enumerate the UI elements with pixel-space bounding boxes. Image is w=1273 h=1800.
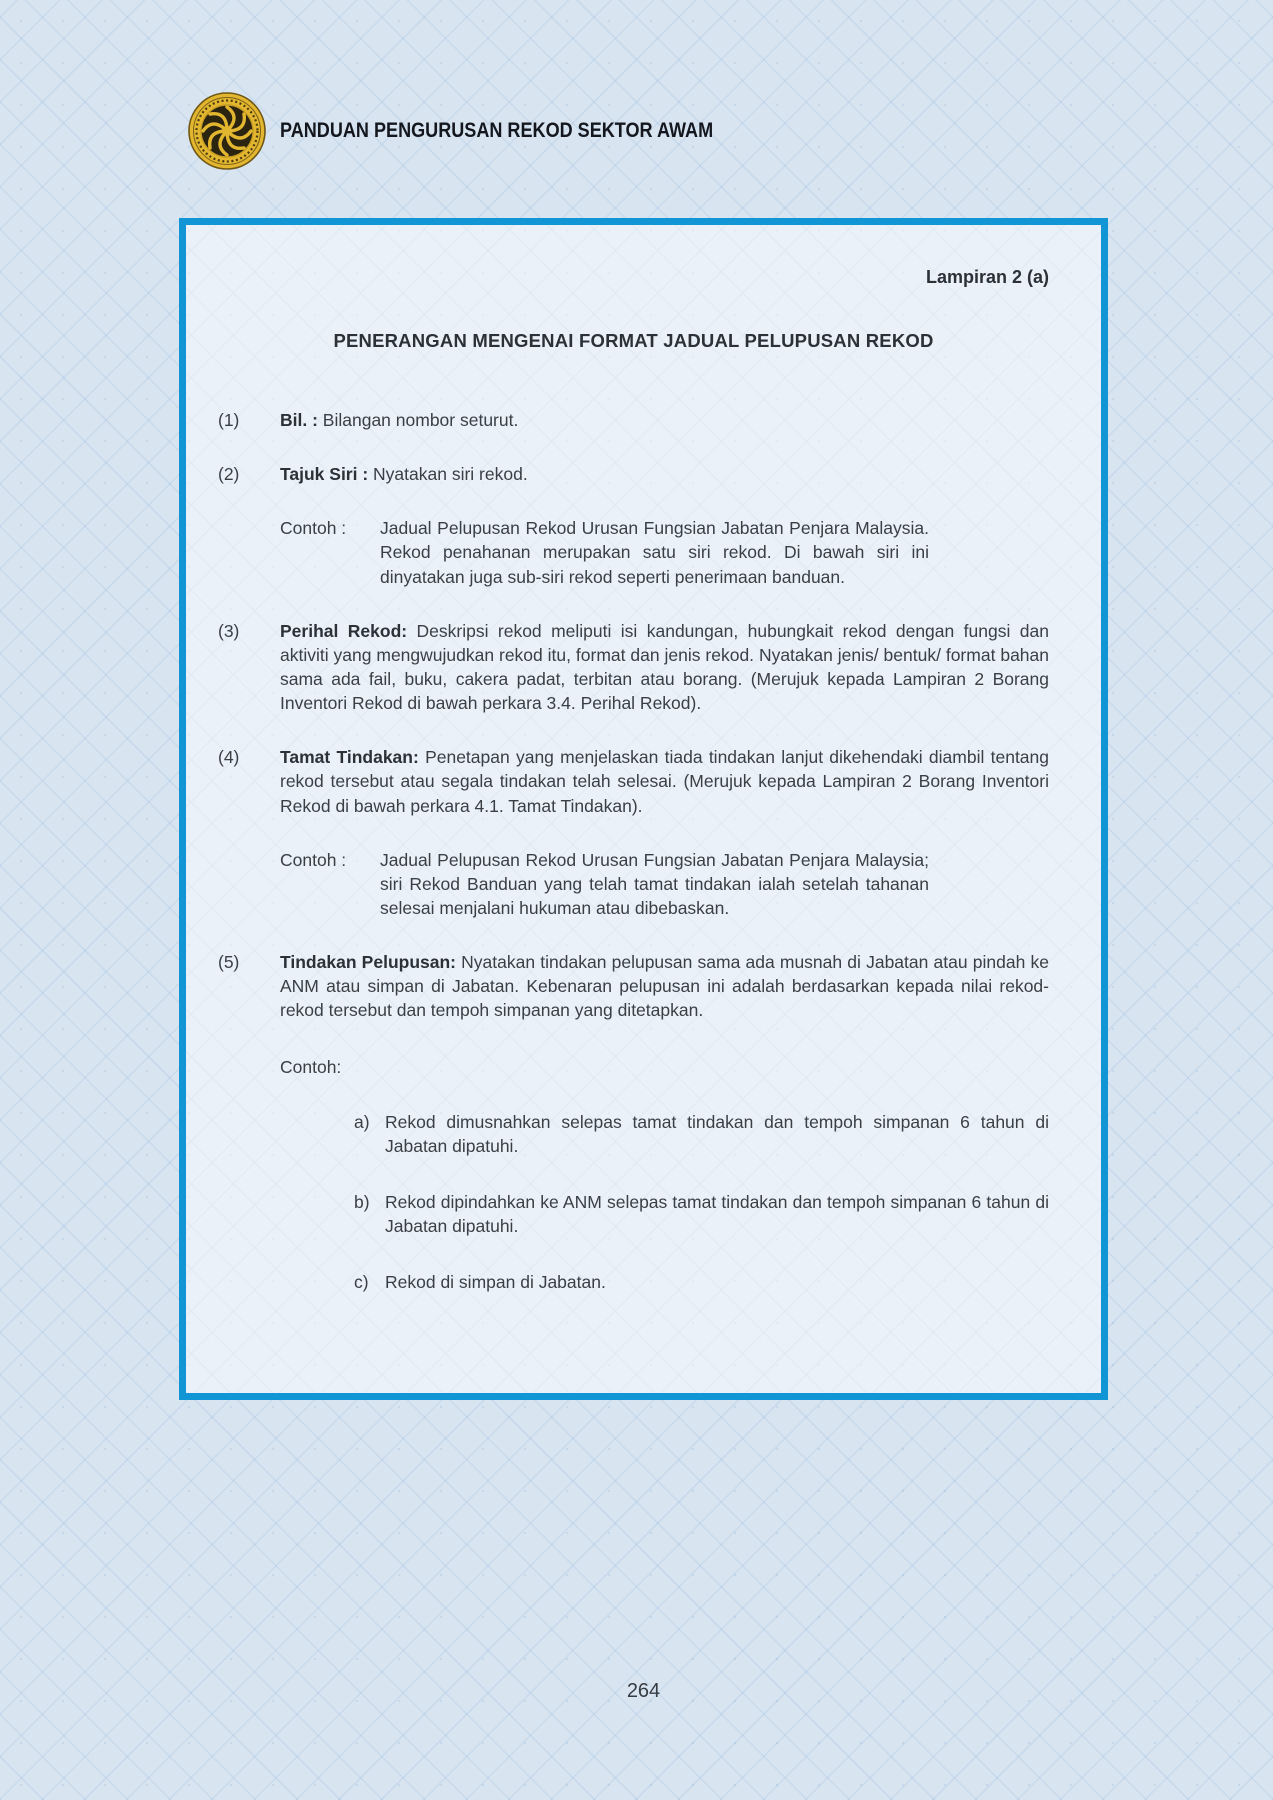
list-item-1 [218,408,1049,432]
item-text [280,950,1049,1022]
item-label: Tamat Tindakan: [280,747,419,768]
item-number: (3) [218,620,240,641]
item-body-text: Penetapan yang menjelaskan tiada tindakan lanjut dikehendaki diambil tentang rekod tersebut atau segala tindakan telah selesai. (Merujuk kepada Lampiran 2 Borang Inventori Rekod di bawah perkara 4.1. Tamat Tindakan). [280,747,1049,816]
item-number: (5) [218,952,240,973]
contoh-block-item-4 [280,848,929,920]
document-title: PENERANGAN MENGENAI FORMAT JADUAL PELUPUSAN REKOD [333,330,934,351]
sub-item-text: Rekod dimusnahkan selepas tamat tindakan dan tempoh simpanan 6 tahun di Jabatan dipatuhi. [385,1111,1049,1156]
seal-emblem-icon [188,92,266,170]
item-text [280,619,1049,716]
item-label: Tajuk Siri : [280,464,369,485]
contoh-label: Contoh : [280,849,347,870]
item-text [280,408,1049,432]
sub-item-c [354,1270,1049,1294]
page-number: 264 [626,1680,661,1702]
item-body-text: Bilangan nombor seturut. [322,410,519,430]
sub-item-label: c) [354,1272,369,1293]
item-body-text: Nyatakan siri rekod. [373,464,528,485]
list-item-4 [218,745,1049,817]
sub-item-text: Rekod dipindahkan ke ANM selepas tamat tindakan dan tempoh simpanan 6 tahun di Jabatan dipatuhi. [385,1191,1049,1236]
page-header [188,92,784,170]
item-text [280,462,1049,486]
contoh-label: Contoh : [280,518,347,539]
item-label: Bil. : [280,410,318,430]
contoh-text: Jadual Pelupusan Rekod Urusan Fungsian Jabatan Penjara Malaysia; siri Rekod Banduan yang telah tamat tindakan ialah setelah tahanan selesai menjalani hukuman atau dibebaskan. [380,849,929,918]
contoh-heading-item-5: Contoh: [280,1056,342,1077]
sub-item-text: Rekod di simpan di Jabatan. [385,1272,606,1293]
list-item-2 [218,462,1049,486]
sub-item-b [354,1190,1049,1238]
contoh-block-item-2 [280,516,929,588]
sub-item-a [354,1110,1049,1158]
item-number: (1) [218,410,240,430]
item-body-text: Nyatakan tindakan pelupusan sama ada musnah di Jabatan atau pindah ke ANM atau simpan di Jabatan. Kebenaran pelupusan ini adalah berdasarkan kepada nilai rekod-rekod tersebut dan tempoh simpanan yang ditetapkan. [280,952,1049,1021]
sub-item-label: a) [354,1111,370,1132]
item-label: Perihal Rekod: [280,620,408,641]
item-body-text: Deskripsi rekod meliputi isi kandungan, hubungkait rekod dengan fungsi dan aktiviti yang mengwujudkan rekod itu, format dan jenis rekod. Nyatakan jenis/ bentuk/ format bahan sama ada fail, buku, cakera padat, terbitan atau borang. (Merujuk kepada Lampiran 2 Borang Inventori Rekod di bawah perkara 3.4. Perihal Rekod). [280,620,1049,714]
header-title: PANDUAN PENGURUSAN REKOD SEKTOR AWAM [280,119,714,142]
item-number: (2) [218,464,240,485]
item-number: (4) [218,747,240,768]
sub-item-label: b) [354,1191,370,1212]
list-item-3 [218,619,1049,716]
item-label: Tindakan Pelupusan: [280,952,456,973]
content-frame [179,218,1108,1400]
annex-label: Lampiran 2 (a) [925,267,1049,287]
list-item-5 [218,950,1049,1022]
item-text [280,745,1049,817]
numbered-list [218,408,1049,1294]
contoh-text: Jadual Pelupusan Rekod Urusan Fungsian Jabatan Penjara Malaysia. Rekod penahanan merupakan satu siri rekod. Di bawah siri ini dinyatakan juga sub-siri rekod seperti penerimaan banduan. [380,518,929,587]
